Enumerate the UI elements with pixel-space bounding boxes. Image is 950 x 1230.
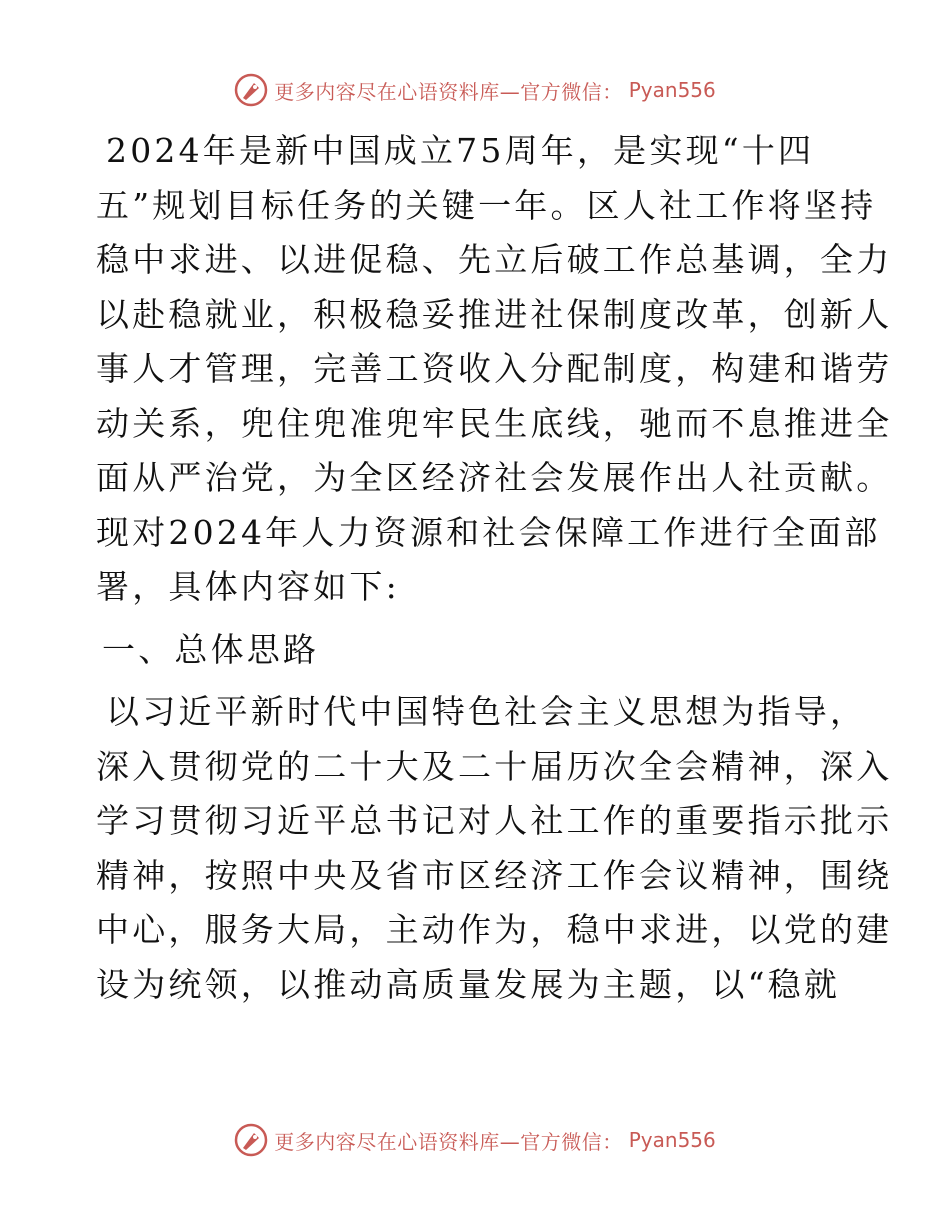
text-line: 2024年是新中国成立75周年，是实现“十四 bbox=[106, 131, 815, 170]
section-heading: 一、总体思路 bbox=[102, 629, 320, 669]
text-line: 以赴稳就业，积极稳妥推进社保制度改革，创新人 bbox=[96, 294, 893, 334]
text-line: 动关系，兜住兜准兜牢民生底线，驰而不息推进全 bbox=[96, 403, 893, 443]
text-line: 五”规划目标任务的关键一年。区人社工作将坚持 bbox=[96, 185, 877, 225]
footer-banner bbox=[0, 1120, 950, 1160]
text-line: 事人才管理，完善工资收入分配制度，构建和谐劳 bbox=[96, 349, 893, 388]
text-line: 面从严治党，为全区经济社会发展作出人社贡献。 bbox=[96, 458, 893, 497]
header-banner bbox=[0, 70, 950, 110]
text-line: 深入贯彻党的二十大及二十届历次全会精神，深入 bbox=[96, 746, 893, 786]
pen-nib-logo-icon bbox=[234, 73, 268, 107]
text-line: 以习近平新时代中国特色社会主义思想为指导， bbox=[106, 692, 867, 731]
text-line: 精神，按照中央及省市区经济工作会议精神，围绕 bbox=[96, 855, 893, 895]
banner-wechat-id: Pyan556 bbox=[628, 1128, 716, 1152]
paragraph-intro bbox=[96, 124, 893, 615]
banner-text: 更多内容尽在心语资料库—官方微信： bbox=[274, 79, 623, 104]
banner-wechat-id: Pyan556 bbox=[628, 78, 716, 102]
text-line: 中心，服务大局，主动作为，稳中求进，以党的建 bbox=[96, 910, 893, 949]
document-body bbox=[96, 124, 893, 1012]
pen-nib-logo-icon bbox=[234, 1123, 268, 1157]
text-line: 学习贯彻习近平总书记对人社工作的重要指示批示 bbox=[96, 801, 893, 840]
banner-text: 更多内容尽在心语资料库—官方微信： bbox=[274, 1129, 623, 1154]
text-line: 署，具体内容如下: bbox=[96, 567, 400, 606]
paragraph-overall-approach bbox=[96, 685, 893, 1012]
text-line: 稳中求进、以进促稳、先立后破工作总基调，全力 bbox=[96, 240, 893, 279]
text-line: 设为统领，以推动高质量发展为主题，以“稳就 bbox=[96, 964, 841, 1004]
text-line: 现对2024年人力资源和社会保障工作进行全面部 bbox=[96, 512, 881, 552]
